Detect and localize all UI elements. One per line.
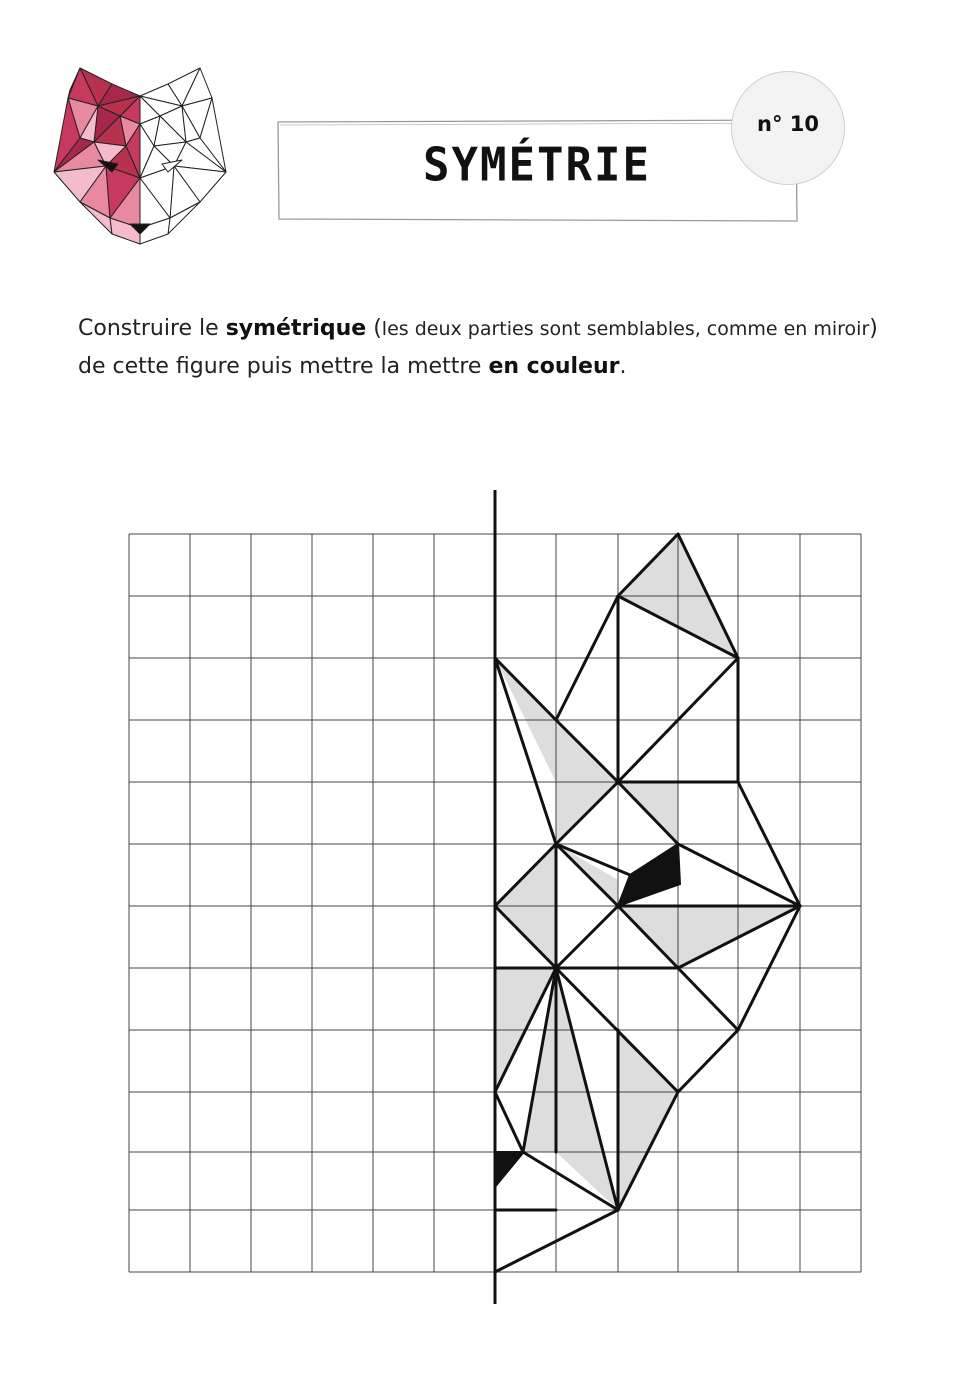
page-title: SYMÉTRIE xyxy=(423,138,651,193)
instruction-note: les deux parties sont semblables, comme en miroir xyxy=(381,318,870,340)
instruction-text: ) xyxy=(869,316,878,341)
instruction-bold: en couleur xyxy=(488,354,620,379)
instruction-bold: symétrique xyxy=(225,316,367,341)
sheet-number-text: n° 10 xyxy=(757,112,819,136)
nose-shape xyxy=(495,1152,523,1186)
instruction-text: de cette figure puis mettre la mettre xyxy=(78,354,489,379)
instruction-text: ( xyxy=(366,316,382,341)
instruction-text: . xyxy=(619,354,627,379)
instruction-text: Construire le xyxy=(78,316,226,341)
